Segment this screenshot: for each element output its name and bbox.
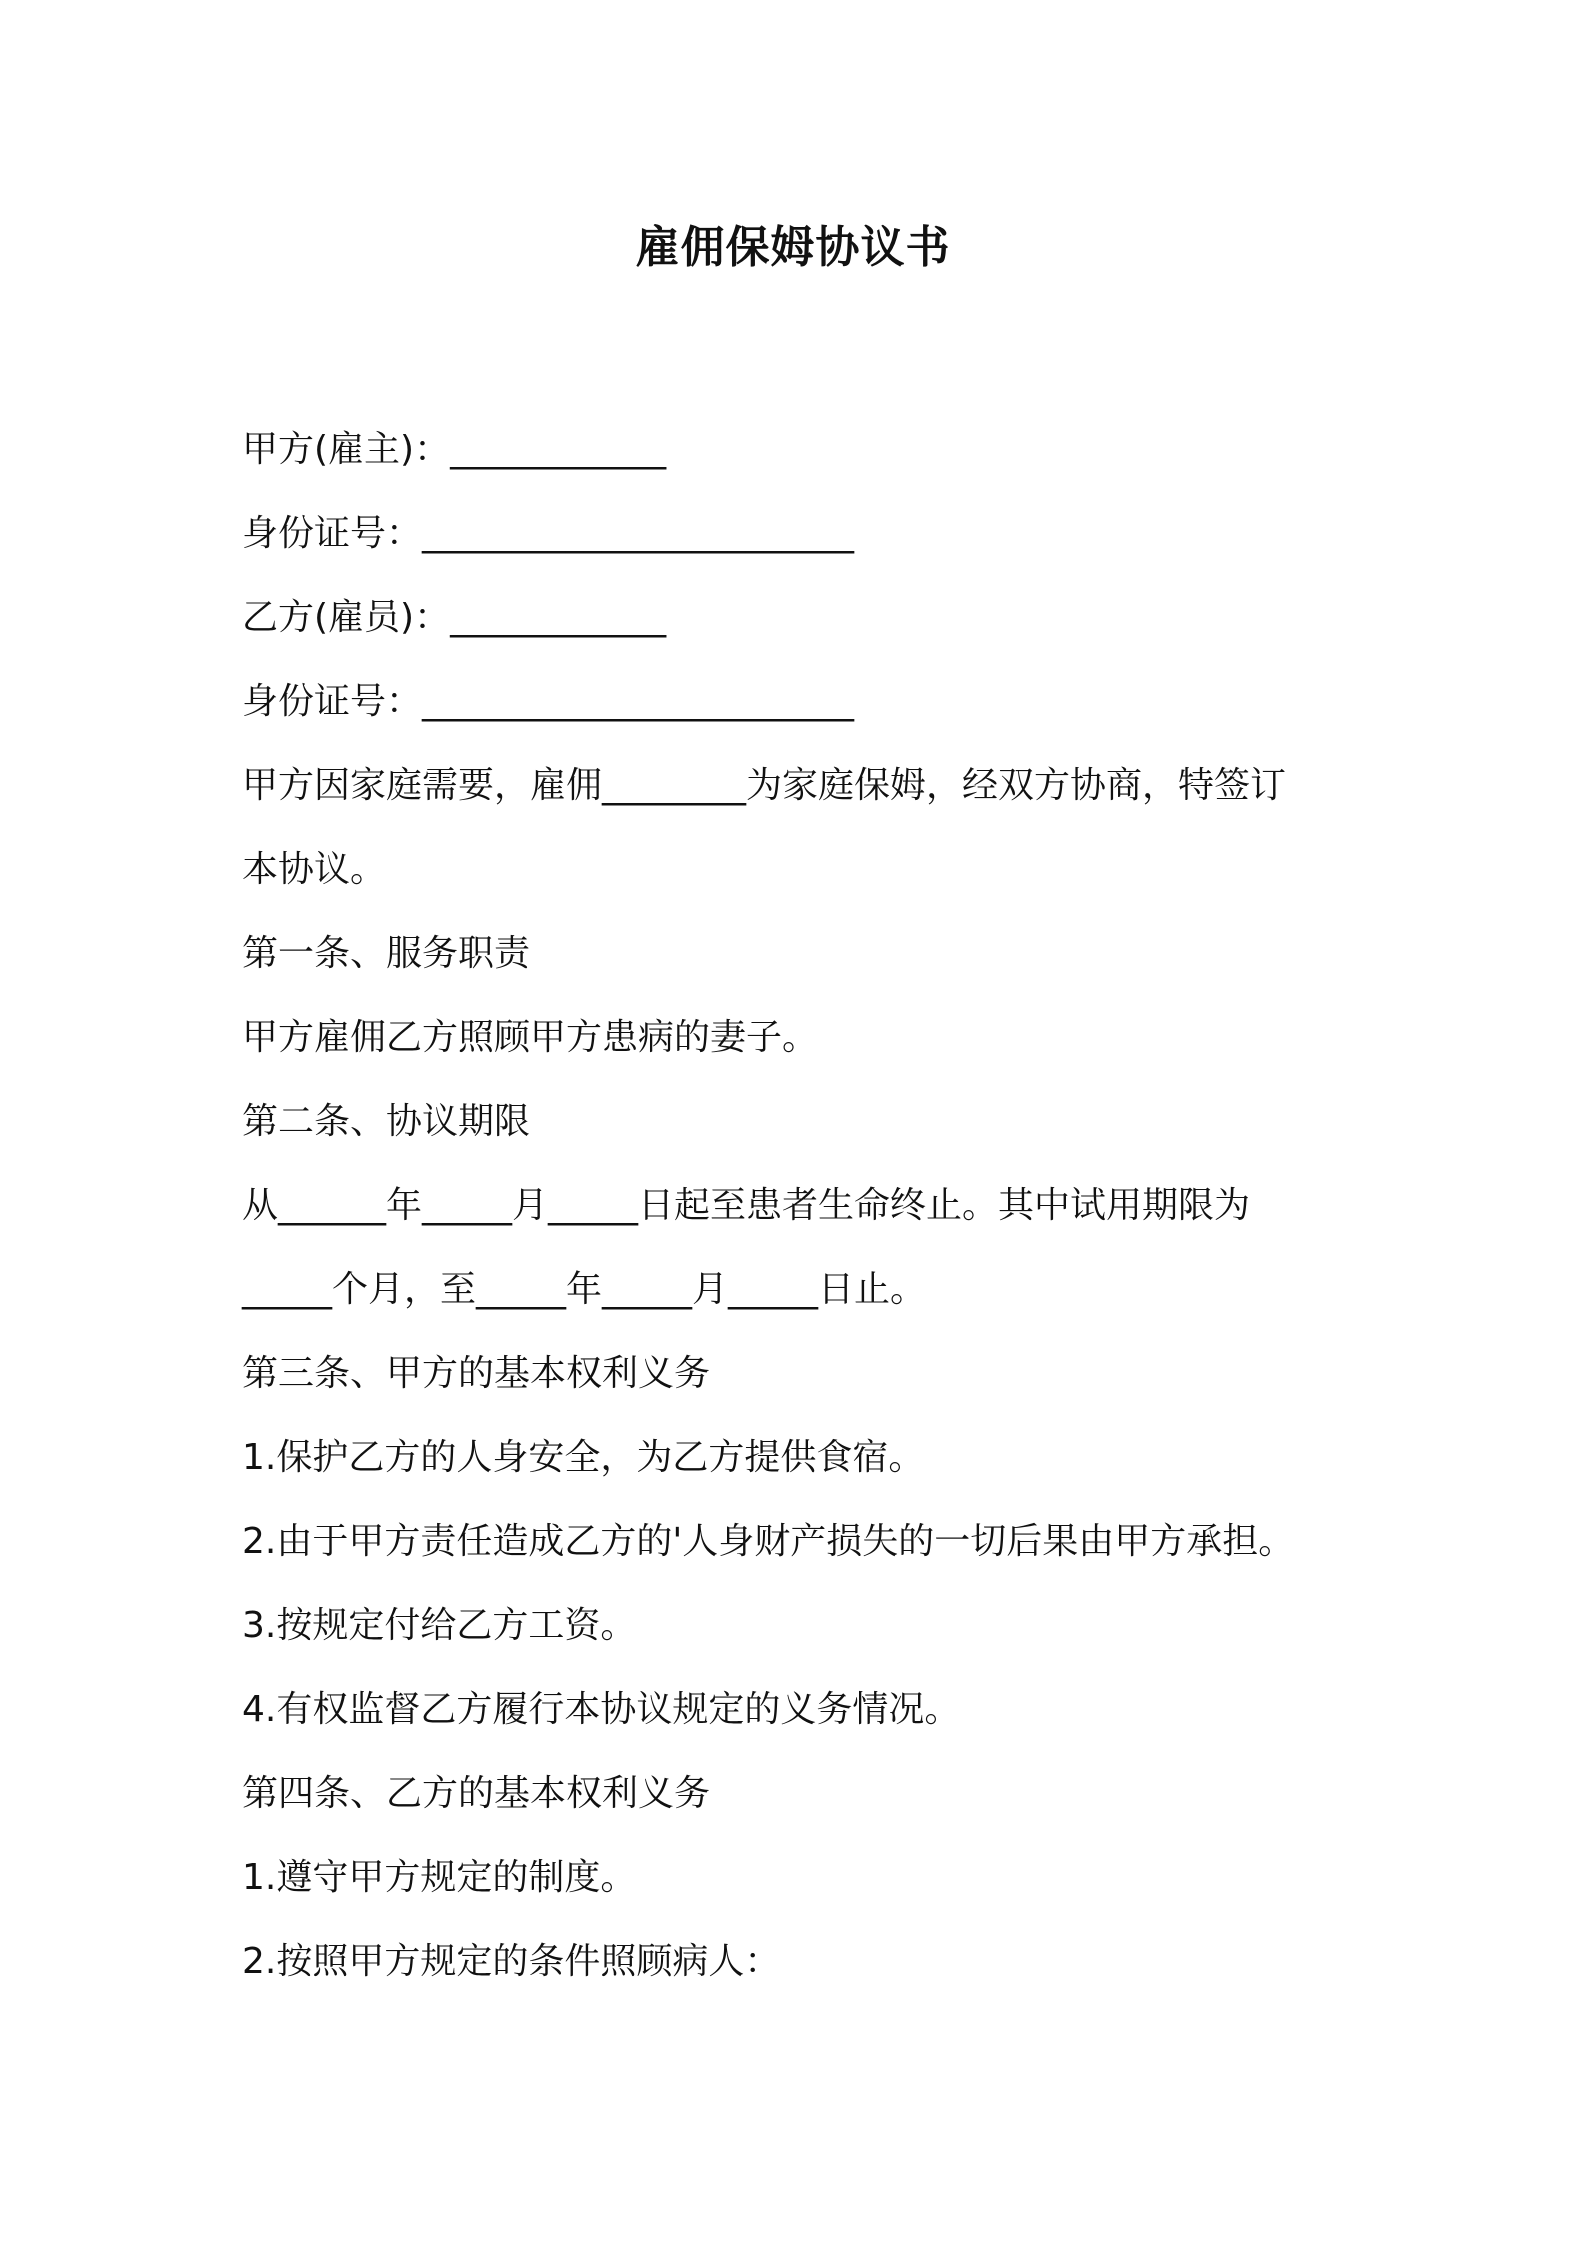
intro-paragraph-line-2: 本协议。 (242, 849, 387, 890)
article-2-text-line-1: 从______年_____月_____日起至患者生命终止。其中试用期限为 (242, 1185, 1251, 1226)
article-1-heading: 第一条、服务职责 (242, 933, 531, 974)
intro-paragraph-line-1: 甲方因家庭需要，雇佣________为家庭保姆，经双方协商，特签订 (242, 765, 1287, 806)
article-3-item-3: 3.按规定付给乙方工资。 (242, 1605, 637, 1646)
article-3-item-1: 1.保护乙方的人身安全，为乙方提供食宿。 (242, 1437, 925, 1478)
party-b-id-number-line: 身份证号：________________________ (242, 681, 855, 722)
article-4-heading: 第四条、乙方的基本权利义务 (242, 1773, 711, 1814)
article-2-heading: 第二条、协议期限 (242, 1101, 531, 1142)
party-a-id-number-line: 身份证号：________________________ (242, 513, 855, 554)
article-1-text: 甲方雇佣乙方照顾甲方患病的妻子。 (242, 1017, 819, 1058)
party-a-employer-line: 甲方(雇主)：____________ (242, 429, 667, 470)
party-b-employee-line: 乙方(雇员)：____________ (242, 597, 667, 638)
article-4-item-2: 2.按照甲方规定的条件照顾病人： (242, 1941, 781, 1982)
article-2-text-line-2: _____个月，至_____年_____月_____日止。 (242, 1269, 927, 1310)
article-3-item-2: 2.由于甲方责任造成乙方的'人身财产损失的一切后果由甲方承担。 (242, 1521, 1295, 1562)
article-3-item-4: 4.有权监督乙方履行本协议规定的义务情况。 (242, 1689, 961, 1730)
document-title: 雇佣保姆协议书 (635, 222, 951, 273)
document-body (242, 408, 1372, 2004)
article-3-heading: 第三条、甲方的基本权利义务 (242, 1353, 711, 1394)
article-4-item-1: 1.遵守甲方规定的制度。 (242, 1857, 637, 1898)
